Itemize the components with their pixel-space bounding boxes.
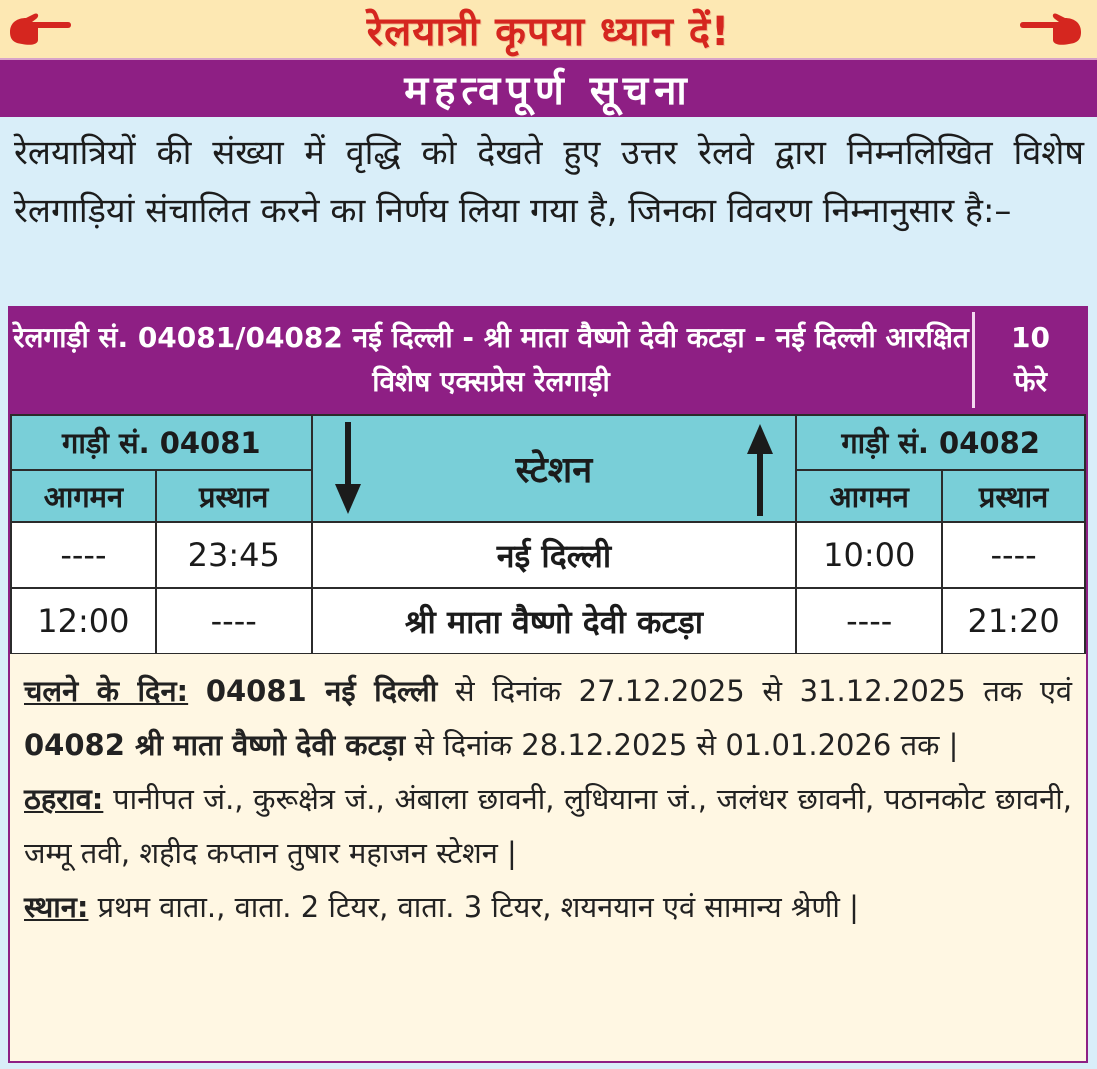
trips-count xyxy=(975,308,1086,414)
arrival-header-04081: आगमन xyxy=(11,470,156,522)
train-04081-origin: 04081 नई दिल्ली xyxy=(205,674,438,708)
pointing-hand-right-icon xyxy=(1017,10,1087,48)
arrow-down-icon xyxy=(333,422,363,516)
classes-label: स्थान: xyxy=(24,890,89,924)
running-days-text-2: से दिनांक 28.12.2025 से 01.01.2026 तक | xyxy=(405,728,959,762)
running-days-label: चलने के दिन: xyxy=(24,674,189,708)
train-04081-header: गाड़ी सं. 04081 xyxy=(11,415,312,470)
arrival-04082: 10:00 xyxy=(796,522,942,588)
train-04082-origin: 04082 श्री माता वैष्णो देवी कटड़ा xyxy=(24,728,406,762)
running-days-text-1: से दिनांक 27.12.2025 से 31.12.2025 तक एवं xyxy=(437,674,1072,708)
notice-banner xyxy=(0,0,1097,58)
departure-04081: 23:45 xyxy=(156,522,312,588)
train-title: रेलगाड़ी सं. 04081/04082 नई दिल्ली - श्री माता वैष्णो देवी कटड़ा - नई दिल्ली आरक्षित विशेष एक्सप्रेस रेलगाड़ी xyxy=(13,321,969,398)
trips-number: 10 xyxy=(1011,321,1050,354)
arrival-header-04082: आगमन xyxy=(796,470,942,522)
departure-04081: ---- xyxy=(156,588,312,654)
arrival-04081: ---- xyxy=(11,522,156,588)
train-schedule-box xyxy=(8,306,1088,1063)
table-row xyxy=(11,588,1085,654)
classes-text: प्रथम वाता., वाता. 2 टियर, वाता. 3 टियर, शयनयान एवं सामान्य श्रेणी | xyxy=(88,890,859,924)
schedule-table xyxy=(10,414,1086,655)
subheader-title: महत्वपूर्ण सूचना xyxy=(404,68,693,114)
banner-title: रेलयात्री कृपया ध्यान दें! xyxy=(366,8,731,55)
arrow-up-icon xyxy=(745,422,775,516)
station-header-label: स्टेशन xyxy=(515,450,593,491)
header-row-trains xyxy=(11,415,1085,470)
trips-label: फेरे xyxy=(1013,365,1048,398)
arrival-04082: ---- xyxy=(796,588,942,654)
table-row xyxy=(11,522,1085,588)
station-name: नई दिल्ली xyxy=(312,522,797,588)
departure-header-04082: प्रस्थान xyxy=(942,470,1085,522)
departure-header-04081: प्रस्थान xyxy=(156,470,312,522)
arrival-04081: 12:00 xyxy=(11,588,156,654)
station-header xyxy=(312,415,797,522)
intro-paragraph: रेलयात्रियों की संख्या में वृद्धि को देखते हुए उत्तर रेलवे द्वारा निम्नलिखित विशेष रेलगाड़ियां संचालित करने का निर्णय लिया गया है, जिनका विवरण निम्नानुसार है:– xyxy=(14,133,1084,231)
pointing-hand-left-icon xyxy=(4,10,74,48)
stops-text: पानीपत जं., कुरूक्षेत्र जं., अंबाला छावनी, लुधियाना जं., जलंधर छावनी, पठानकोट छावनी, जम्मू तवी, शहीद कप्तान तुषार महाजन स्टेशन | xyxy=(24,782,1072,870)
important-notice-header xyxy=(0,58,1097,117)
notes-section xyxy=(10,654,1086,1061)
train-title-bar xyxy=(10,308,1086,414)
departure-04082: ---- xyxy=(942,522,1085,588)
station-name: श्री माता वैष्णो देवी कटड़ा xyxy=(312,588,797,654)
stops-note xyxy=(24,772,1072,880)
departure-04082: 21:20 xyxy=(942,588,1085,654)
train-04082-header: गाड़ी सं. 04082 xyxy=(796,415,1085,470)
classes-note xyxy=(24,880,1072,934)
running-days-note xyxy=(24,664,1072,772)
stops-label: ठहराव: xyxy=(24,782,104,816)
